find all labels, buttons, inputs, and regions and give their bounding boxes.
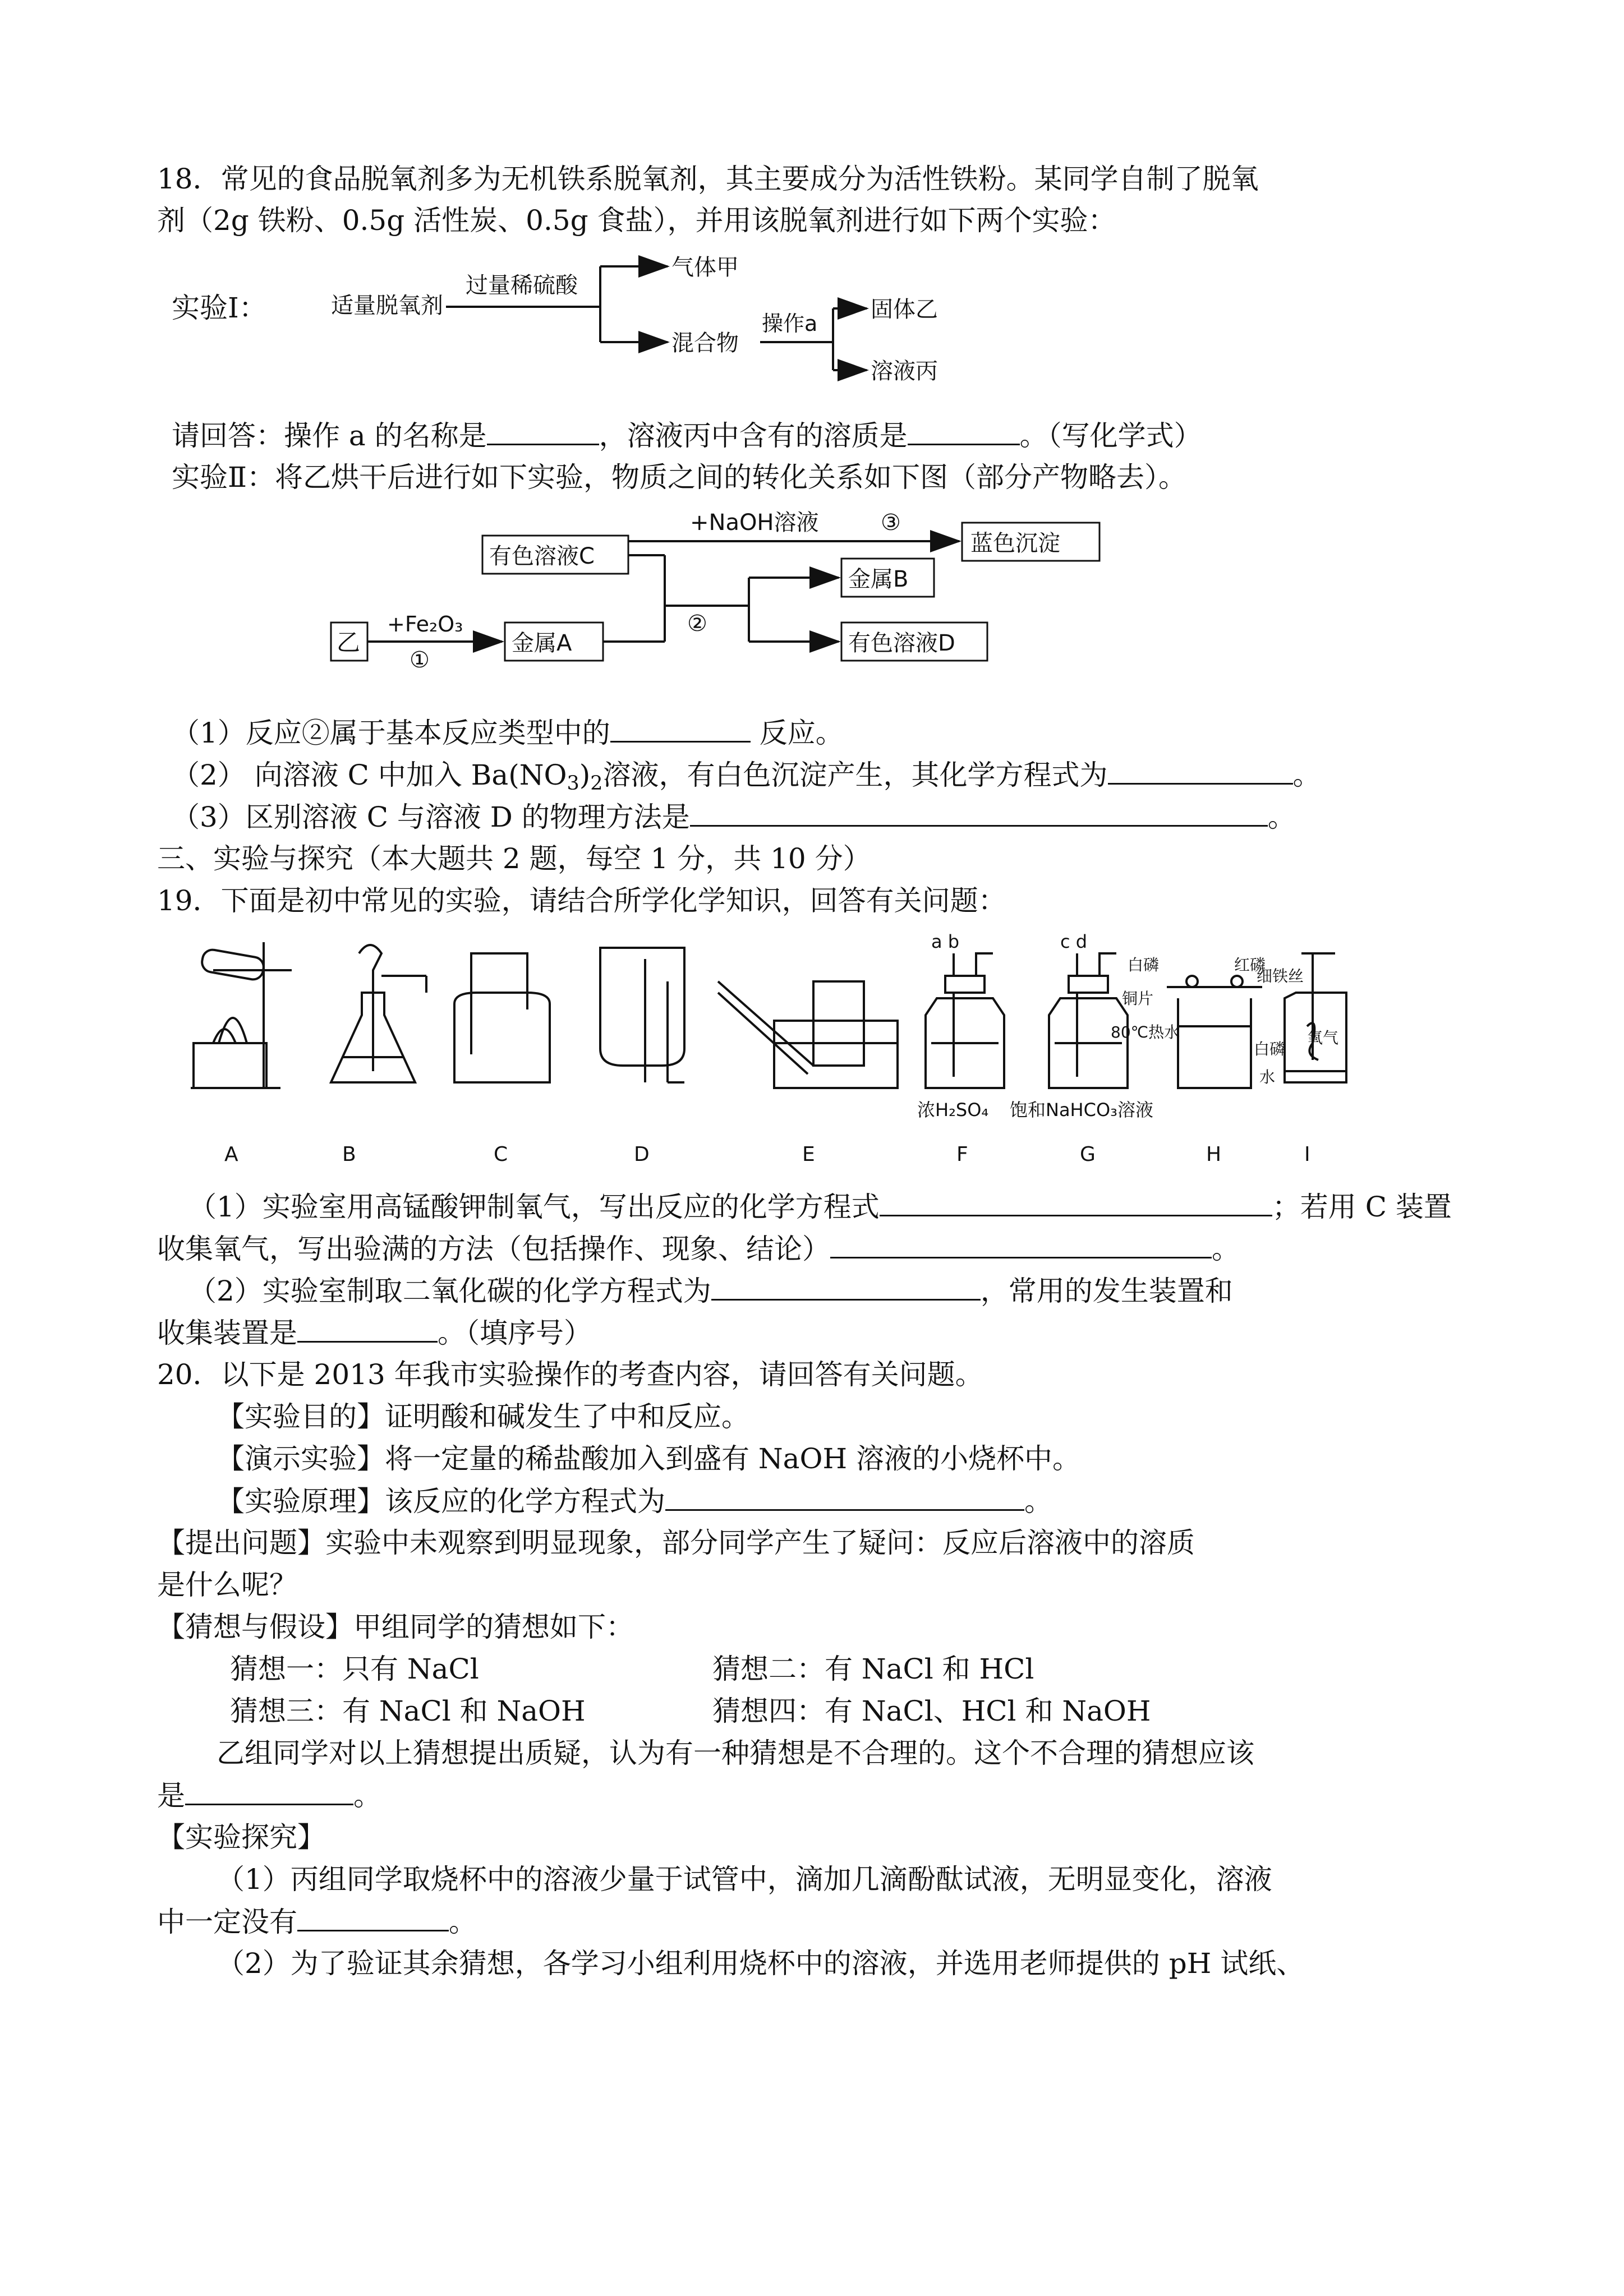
f-ab: a b	[931, 931, 960, 952]
q20-question1: 【提出问题】实验中未观察到明显现象，部分同学产生了疑问：反应后溶液中的溶质	[157, 1527, 1195, 1559]
apparatus-h	[1167, 976, 1262, 1088]
q18-sub2f: 溶液，有白色沉淀产生，其化学方程式为	[602, 759, 1108, 791]
exp2-naoh: +NaOH溶液	[690, 510, 819, 536]
q19-p1-line1	[188, 1189, 1452, 1224]
apparatus-f	[926, 953, 1004, 1088]
q18-sub2b: Ba(NO	[471, 759, 567, 791]
q20-e1b-line	[157, 1904, 477, 1939]
exp2-colorD: 有色溶液D	[848, 630, 955, 656]
q19-p2-line1	[188, 1273, 1233, 1308]
apparatus-e	[718, 981, 898, 1088]
h-bailin: 白磷	[1128, 956, 1160, 974]
q18-answer-a: 请回答：操作 a 的名称是	[172, 419, 487, 452]
q18-answer-c: 。（写化学式）	[1019, 419, 1202, 452]
blank-full-test[interactable]	[830, 1231, 1212, 1258]
exp2-flow-diagram	[314, 499, 1128, 684]
i-o2: 氧气	[1307, 1029, 1339, 1047]
exp1-solution: 溶液丙	[871, 358, 938, 384]
q19-p2a: （2）实验室制取二氧化碳的化学方程式为	[188, 1275, 711, 1307]
g-cd: c d	[1060, 931, 1088, 952]
q20-principle-b: 。	[1024, 1485, 1052, 1518]
exp2-fe2o3: +Fe₂O₃	[387, 612, 463, 637]
blank-apparatus[interactable]	[297, 1315, 438, 1343]
exp1-flow-diagram	[325, 241, 999, 393]
label-a: A	[224, 1143, 238, 1166]
q19-p1-line2	[157, 1231, 1240, 1266]
label-i: I	[1304, 1143, 1310, 1166]
q18-sub1a: （1）反应②属于基本反应类型中的	[172, 717, 610, 749]
g-reagent: 饱和NaHCO₃溶液	[1010, 1099, 1153, 1121]
q19-p2-line2	[157, 1315, 592, 1350]
q18-answer-b: ，溶液丙中含有的溶质是	[599, 419, 908, 452]
q20-doubt2a: 是	[157, 1779, 185, 1812]
q18-sub2g: 。	[1292, 759, 1321, 791]
exp2-colorC: 有色溶液C	[489, 543, 595, 569]
q18-answer-line	[172, 418, 1202, 453]
section3-heading: 三、实验与探究（本大题共 2 题，每空 1 分，共 10 分）	[157, 842, 871, 875]
q19-p2d: 。（填序号）	[438, 1317, 592, 1349]
exp1-solid: 固体乙	[871, 297, 938, 322]
q20-question2: 是什么呢？	[157, 1569, 297, 1601]
label-e: E	[802, 1143, 815, 1166]
q19-p1b: ；若用 C 装置	[1272, 1191, 1452, 1223]
blank-neutralization-equation[interactable]	[665, 1483, 1024, 1511]
q20-principle-a: 【实验原理】该反应的化学方程式为	[217, 1485, 665, 1518]
q19-p1a: （1）实验室用高锰酸钾制氧气，写出反应的化学方程式	[188, 1191, 880, 1223]
blank-absent-substance[interactable]	[297, 1904, 449, 1931]
q18-sub2e: 2	[590, 772, 603, 795]
q19-intro: 19．下面是初中常见的实验，请结合所学化学知识，回答有关问题：	[157, 884, 1006, 917]
h-tongpian: 铜片	[1122, 989, 1154, 1008]
exp1-op: 操作a	[762, 311, 818, 336]
q20-demo: 【演示实验】将一定量的稀盐酸加入到盛有 NaOH 溶液的小烧杯中。	[217, 1442, 1080, 1475]
exp1-arrow1-label: 过量稀硫酸	[466, 273, 578, 298]
exp2-c1: ①	[410, 647, 430, 673]
q18-line1: 18．常见的食品脱氧剂多为无机铁系脱氧剂，其主要成分为活性铁粉。某同学自制了脱氧	[157, 163, 1259, 195]
label-d: D	[634, 1143, 650, 1166]
exp2-metalB: 金属B	[848, 566, 909, 592]
blank-physical-method[interactable]	[690, 799, 1268, 827]
q18-sub2a: （2） 向溶液 C 中加入	[172, 759, 471, 791]
q20-e1c: 。	[449, 1906, 477, 1938]
exp1-label: 实验Ⅰ：	[172, 292, 267, 324]
label-h: H	[1206, 1143, 1222, 1166]
q18-sub2c: 3	[567, 772, 579, 795]
exp2-c2: ②	[687, 611, 707, 637]
blank-op-name[interactable]	[487, 418, 599, 445]
q20-intro: 20．以下是 2013 年我市实验操作的考查内容，请回答有关问题。	[157, 1358, 983, 1391]
apparatus-b	[331, 945, 426, 1082]
apparatus-d	[600, 948, 684, 1082]
apparatus-a	[191, 942, 292, 1088]
blank-unreasonable-hypothesis[interactable]	[185, 1778, 353, 1805]
q20-principle	[217, 1483, 1052, 1519]
exp2-intro: 实验Ⅱ：将乙烘干后进行如下实验，物质之间的转化关系如下图（部分产物略去）。	[172, 461, 1186, 494]
label-c: C	[494, 1143, 508, 1166]
apparatus-g	[1049, 953, 1128, 1088]
q20-hyp-intro: 【猜想与假设】甲组同学的猜想如下：	[157, 1611, 634, 1643]
q18-sub1	[172, 715, 844, 750]
q18-line2: 剂（2g 铁粉、0.5g 活性炭、0.5g 食盐），并用该脱氧剂进行如下两个实验：	[157, 204, 1116, 237]
label-b: B	[342, 1143, 356, 1166]
q19-p2b: ，常用的发生装置和	[980, 1275, 1233, 1307]
q20-doubt1: 乙组同学对以上猜想提出质疑，认为有一种猜想是不合理的。这个不合理的猜想应该	[217, 1737, 1254, 1769]
q20-h1: 猜想一：只有 NaCl	[230, 1653, 479, 1685]
h-hotwater: 80℃热水	[1111, 1023, 1180, 1041]
exp2-yi: 乙	[337, 629, 361, 656]
blank-solute[interactable]	[908, 418, 1020, 445]
exp2-c3: ③	[881, 510, 901, 536]
q19-p2c: 收集装置是	[157, 1317, 297, 1349]
exp1-mixture: 混合物	[671, 330, 739, 356]
exp1-start: 适量脱氧剂	[331, 293, 443, 319]
h-bailin2: 白磷	[1254, 1040, 1286, 1058]
q20-goal: 【实验目的】证明酸和碱发生了中和反应。	[217, 1400, 749, 1433]
q20-h3: 猜想三：有 NaCl 和 NaOH	[230, 1695, 586, 1727]
f-reagent: 浓H₂SO₄	[917, 1099, 989, 1121]
q20-doubt2	[157, 1778, 381, 1813]
blank-reaction-type[interactable]	[610, 715, 751, 743]
label-g: G	[1080, 1143, 1096, 1166]
q18-sub2	[172, 757, 1321, 801]
blank-co2-equation[interactable]	[711, 1273, 981, 1301]
q20-h4: 猜想四：有 NaCl、HCl 和 NaOH	[712, 1695, 1151, 1727]
label-f: F	[956, 1143, 968, 1166]
q20-doubt2b: 。	[353, 1779, 381, 1812]
q18-sub2d: )	[579, 759, 591, 791]
q20-explore: 【实验探究】	[157, 1821, 325, 1854]
blank-kmno4-equation[interactable]	[880, 1189, 1272, 1216]
h-honglin: 红磷	[1234, 956, 1266, 974]
q20-e2: （2）为了验证其余猜想，各学习小组利用烧杯中的溶液，并选用老师提供的 pH 试纸、	[217, 1947, 1305, 1980]
apparatus-c	[454, 953, 550, 1082]
q19-p1c: 收集氧气，写出验满的方法（包括操作、现象、结论）	[157, 1233, 830, 1265]
q20-h2: 猜想二：有 NaCl 和 HCl	[712, 1653, 1034, 1685]
q19-p1d: 。	[1212, 1233, 1240, 1265]
q18-sub1b: 反应。	[750, 717, 844, 749]
i-water: 水	[1259, 1068, 1276, 1086]
q18-sub3	[172, 799, 1296, 835]
apparatus-figure	[180, 931, 1358, 1167]
i-wire: 细铁丝	[1257, 967, 1304, 985]
q18-sub3b: 。	[1267, 801, 1296, 833]
exp2-metalA: 金属A	[512, 630, 572, 656]
exp1-gas: 气体甲	[671, 255, 739, 280]
q20-e1a: （1）丙组同学取烧杯中的溶液少量于试管中，滴加几滴酚酞试液，无明显变化，溶液	[217, 1863, 1272, 1896]
q18-sub3a: （3）区别溶液 C 与溶液 D 的物理方法是	[172, 801, 690, 833]
blank-equation-c[interactable]	[1108, 757, 1293, 785]
q20-e1b: 中一定没有	[157, 1906, 297, 1938]
exp2-blue: 蓝色沉淀	[970, 531, 1060, 556]
